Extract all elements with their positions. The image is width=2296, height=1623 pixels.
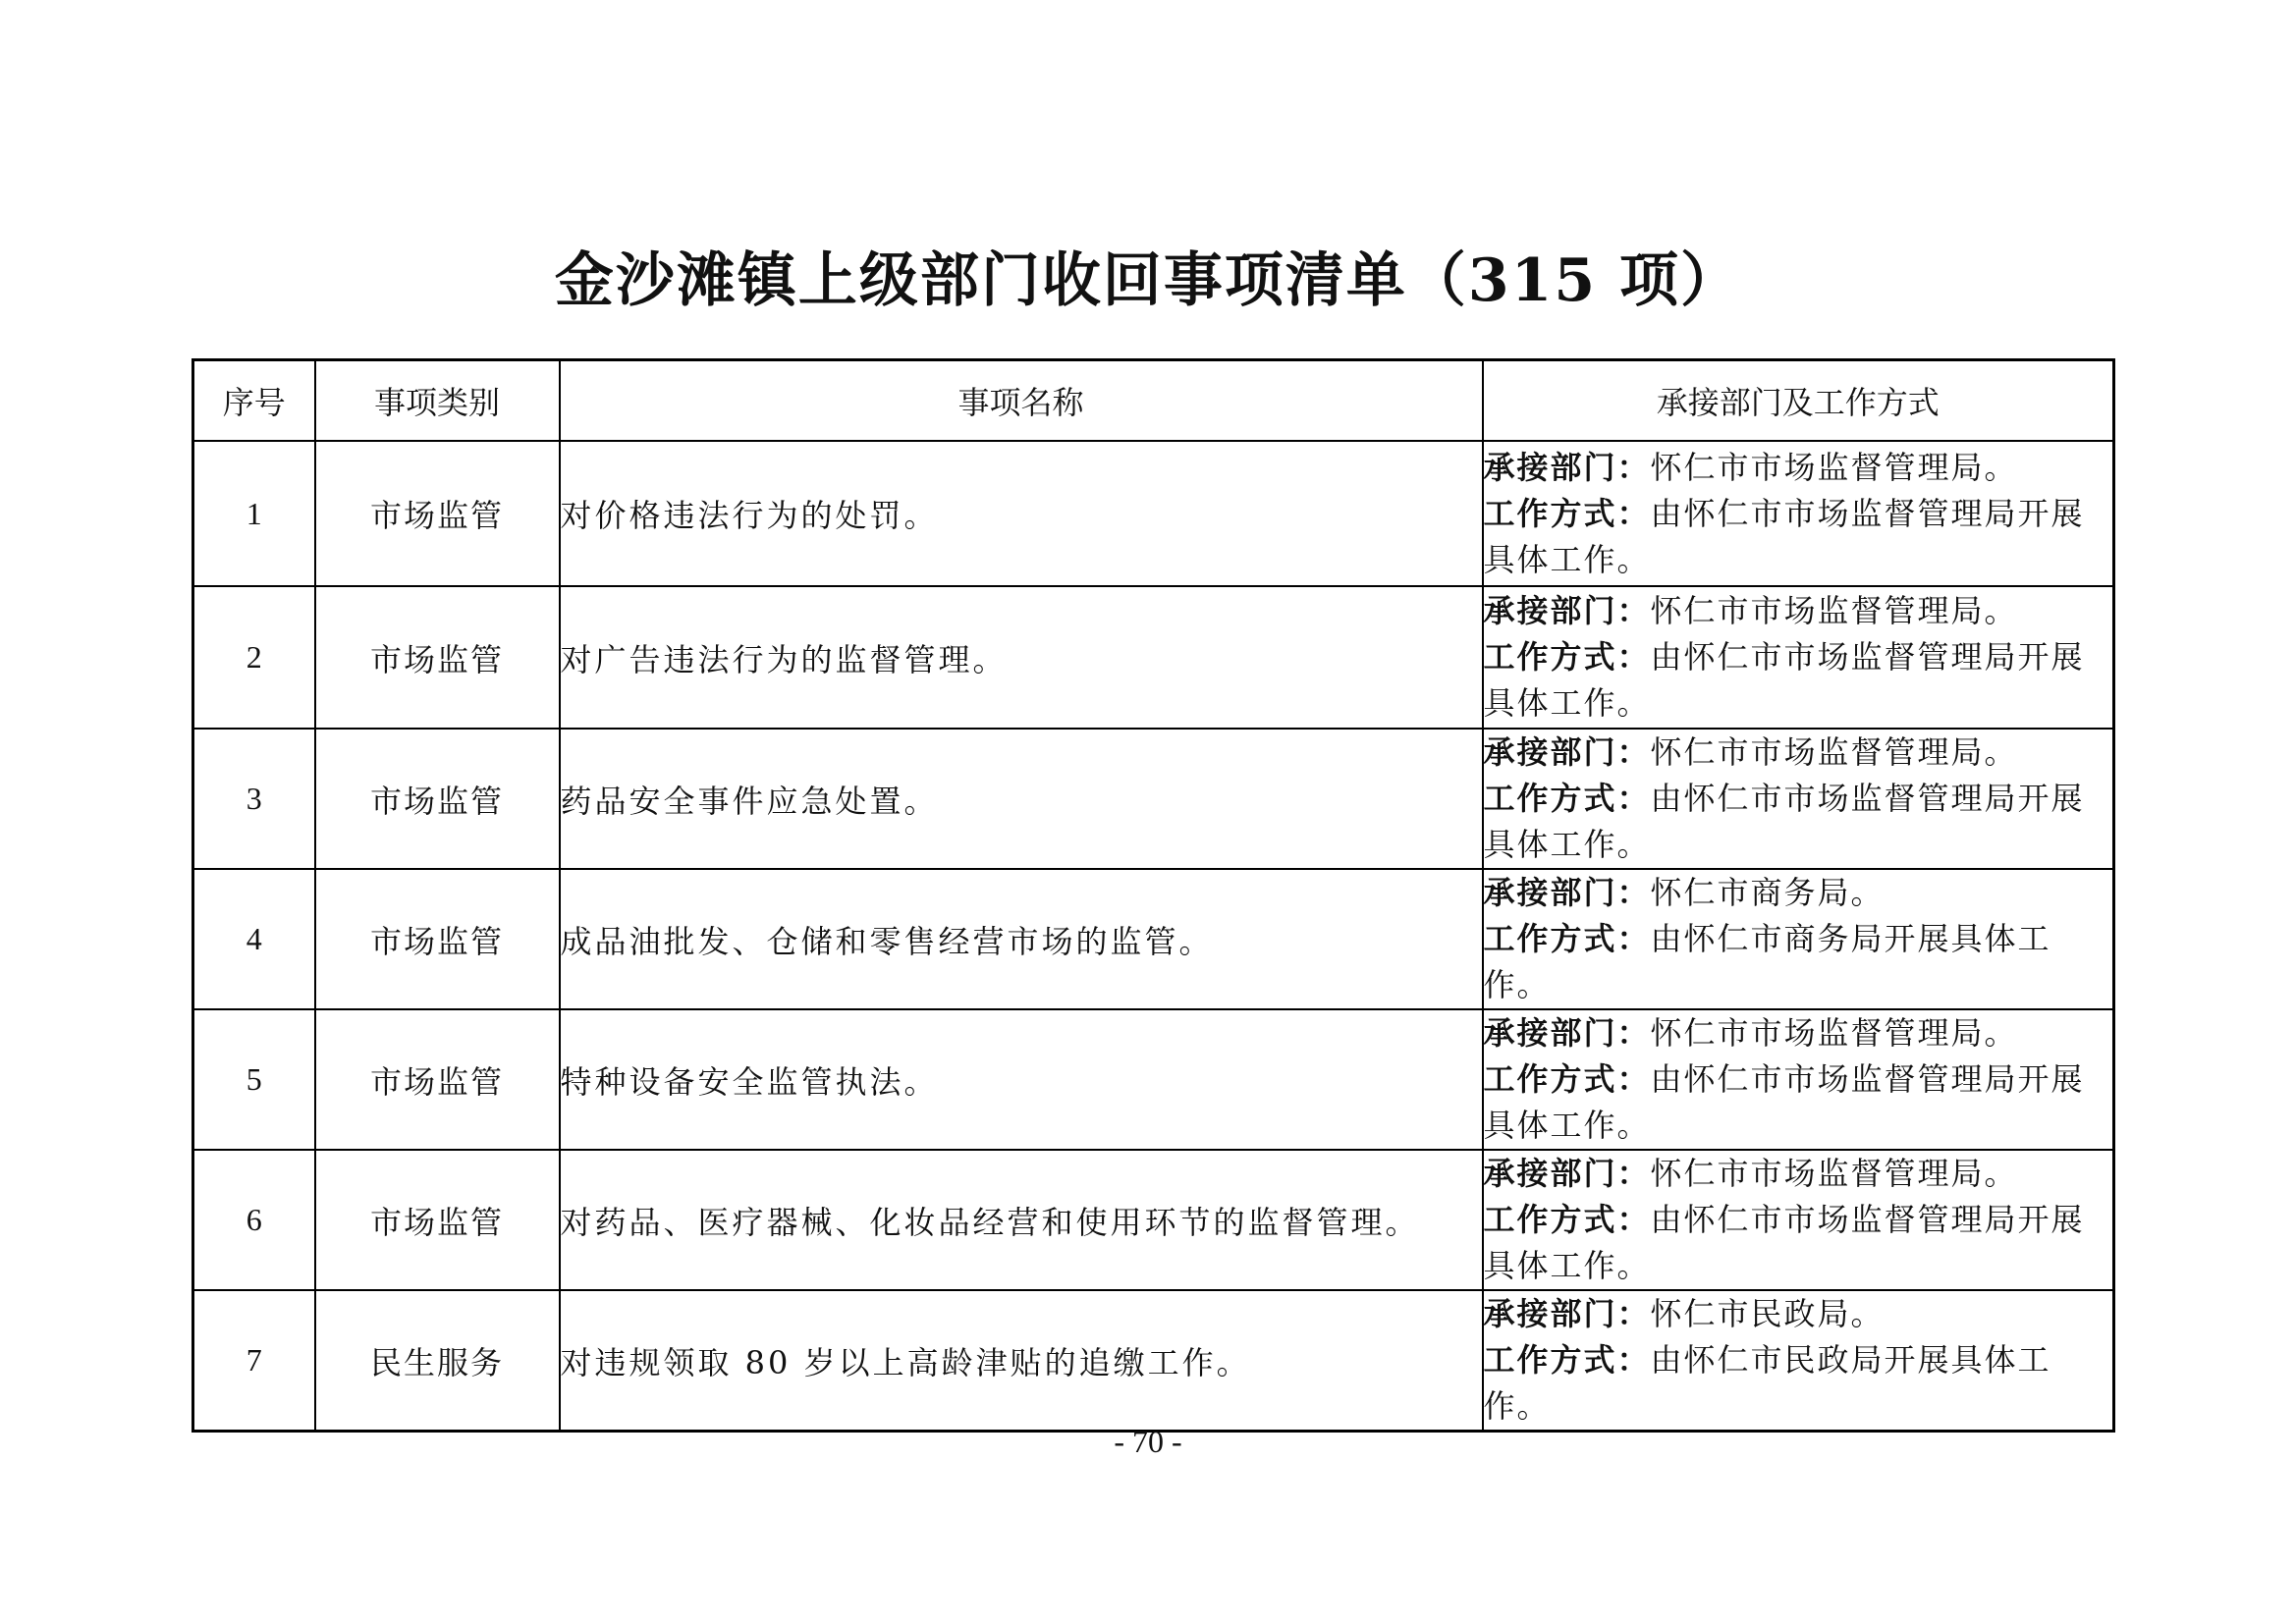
dept-value: 怀仁市市场监督管理局。 <box>1650 1014 2018 1052</box>
dept-label: 承接部门： <box>1483 1295 1651 1332</box>
table-row <box>193 441 2114 586</box>
dept-value: 怀仁市市场监督管理局。 <box>1650 1155 2018 1192</box>
method-label: 工作方式： <box>1483 780 1651 817</box>
method-value: 由怀仁市商务局开展具体工作。 <box>1483 920 2051 1003</box>
row-item-name: 对违规领取 80 岁以上高龄津贴的追缴工作。 <box>560 1290 1483 1432</box>
row-item-name: 成品油批发、仓储和零售经营市场的监管。 <box>560 869 1483 1009</box>
dept-label: 承接部门： <box>1483 874 1651 911</box>
table-row <box>193 869 2114 1009</box>
method-value: 由怀仁市市场监督管理局开展具体工作。 <box>1483 1060 2085 1144</box>
table-row <box>193 586 2114 729</box>
row-category: 市场监管 <box>315 441 560 586</box>
page-title: 金沙滩镇上级部门收回事项清单（315 项） <box>554 246 1742 315</box>
table-row <box>193 1290 2114 1432</box>
header-item-name: 事项名称 <box>560 360 1483 442</box>
method-label: 工作方式： <box>1483 638 1651 676</box>
table-header-row <box>193 360 2114 442</box>
header-category: 事项类别 <box>315 360 560 442</box>
row-number: 5 <box>193 1009 315 1150</box>
dept-label: 承接部门： <box>1483 592 1651 629</box>
row-item-name: 药品安全事件应急处置。 <box>560 729 1483 869</box>
row-item-name: 对药品、医疗器械、化妆品经营和使用环节的监督管理。 <box>560 1150 1483 1290</box>
dept-value: 怀仁市商务局。 <box>1650 874 1885 911</box>
row-department-method <box>1483 869 2114 1009</box>
table-row <box>193 729 2114 869</box>
row-category: 民生服务 <box>315 1290 560 1432</box>
row-item-name: 特种设备安全监管执法。 <box>560 1009 1483 1150</box>
row-department-method <box>1483 1290 2114 1432</box>
dept-value: 怀仁市市场监督管理局。 <box>1650 592 2018 629</box>
dept-value: 怀仁市市场监督管理局。 <box>1650 448 2018 486</box>
dept-value: 怀仁市市场监督管理局。 <box>1650 733 2018 771</box>
row-department-method <box>1483 441 2114 586</box>
row-number: 2 <box>193 586 315 729</box>
row-category: 市场监管 <box>315 729 560 869</box>
method-label: 工作方式： <box>1483 920 1651 957</box>
method-value: 由怀仁市市场监督管理局开展具体工作。 <box>1483 494 2085 578</box>
items-table <box>191 358 2115 1433</box>
row-department-method <box>1483 586 2114 729</box>
method-value: 由怀仁市市场监督管理局开展具体工作。 <box>1483 780 2085 863</box>
row-department-method <box>1483 1150 2114 1290</box>
method-label: 工作方式： <box>1483 1201 1651 1238</box>
method-value: 由怀仁市市场监督管理局开展具体工作。 <box>1483 1201 2085 1284</box>
method-label: 工作方式： <box>1483 494 1651 532</box>
dept-label: 承接部门： <box>1483 448 1651 486</box>
row-department-method <box>1483 1009 2114 1150</box>
table-row <box>193 1009 2114 1150</box>
method-label: 工作方式： <box>1483 1341 1651 1379</box>
row-department-method <box>1483 729 2114 869</box>
method-label: 工作方式： <box>1483 1060 1651 1098</box>
row-number: 1 <box>193 441 315 586</box>
header-index: 序号 <box>193 360 315 442</box>
header-department-method: 承接部门及工作方式 <box>1483 360 2114 442</box>
row-category: 市场监管 <box>315 586 560 729</box>
row-number: 4 <box>193 869 315 1009</box>
row-category: 市场监管 <box>315 1009 560 1150</box>
row-number: 3 <box>193 729 315 869</box>
row-category: 市场监管 <box>315 869 560 1009</box>
table-row <box>193 1150 2114 1290</box>
method-value: 由怀仁市民政局开展具体工作。 <box>1483 1341 2051 1425</box>
dept-label: 承接部门： <box>1483 733 1651 771</box>
row-number: 6 <box>193 1150 315 1290</box>
dept-label: 承接部门： <box>1483 1014 1651 1052</box>
dept-label: 承接部门： <box>1483 1155 1651 1192</box>
row-category: 市场监管 <box>315 1150 560 1290</box>
method-value: 由怀仁市市场监督管理局开展具体工作。 <box>1483 638 2085 722</box>
row-item-name: 对广告违法行为的监督管理。 <box>560 586 1483 729</box>
dept-value: 怀仁市民政局。 <box>1650 1295 1885 1332</box>
page-number: - 70 - <box>1114 1424 1182 1459</box>
row-number: 7 <box>193 1290 315 1432</box>
row-item-name: 对价格违法行为的处罚。 <box>560 441 1483 586</box>
